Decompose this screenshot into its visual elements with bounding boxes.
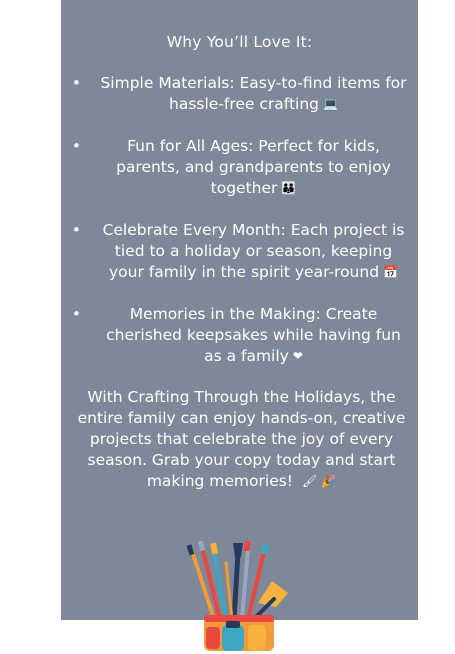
bullet-icon: • xyxy=(72,137,81,155)
section-heading: Why You’ll Love It: xyxy=(166,33,313,51)
promo-card xyxy=(61,0,418,620)
heart-icon: ❤ xyxy=(292,349,303,363)
paintbrush-icon xyxy=(187,541,288,621)
list-item xyxy=(61,304,418,367)
list-item-text: Memories in the Making: Create cherished keepsakes while having fun as a family xyxy=(106,305,401,365)
list-item-text: Simple Materials: Easy-to-find items for hassle-free crafting xyxy=(100,74,407,113)
family-icon: 👪 xyxy=(281,181,297,195)
party-popper-icon: 🎉 xyxy=(321,474,337,488)
list-item-text: Fun for All Ages: Perfect for kids, parents, and grandparents to enjoy together xyxy=(116,137,391,197)
bullet-icon: • xyxy=(72,305,81,323)
calendar-icon: 📅 xyxy=(383,265,398,279)
paintbrush-icon: 🖌 xyxy=(301,474,318,488)
closing-text: With Crafting Through the Holidays, the entire family can enjoy hands-on, creative projects that celebrate the joy of every season. Grab your copy today and start making memories! xyxy=(77,388,406,490)
list-item xyxy=(61,73,418,115)
bullet-icon: • xyxy=(72,221,81,239)
laptop-icon: 💻 xyxy=(323,97,338,111)
list-item xyxy=(61,136,418,199)
jar-icon xyxy=(204,615,274,651)
closing-paragraph xyxy=(73,387,410,492)
bullet-icon: • xyxy=(72,74,81,92)
paintbrush-jar-icon xyxy=(182,541,290,651)
list-item-text: Celebrate Every Month: Each project is tied to a holiday or season, keeping your family in the spirit year-round xyxy=(102,221,405,281)
list-item xyxy=(61,220,418,283)
